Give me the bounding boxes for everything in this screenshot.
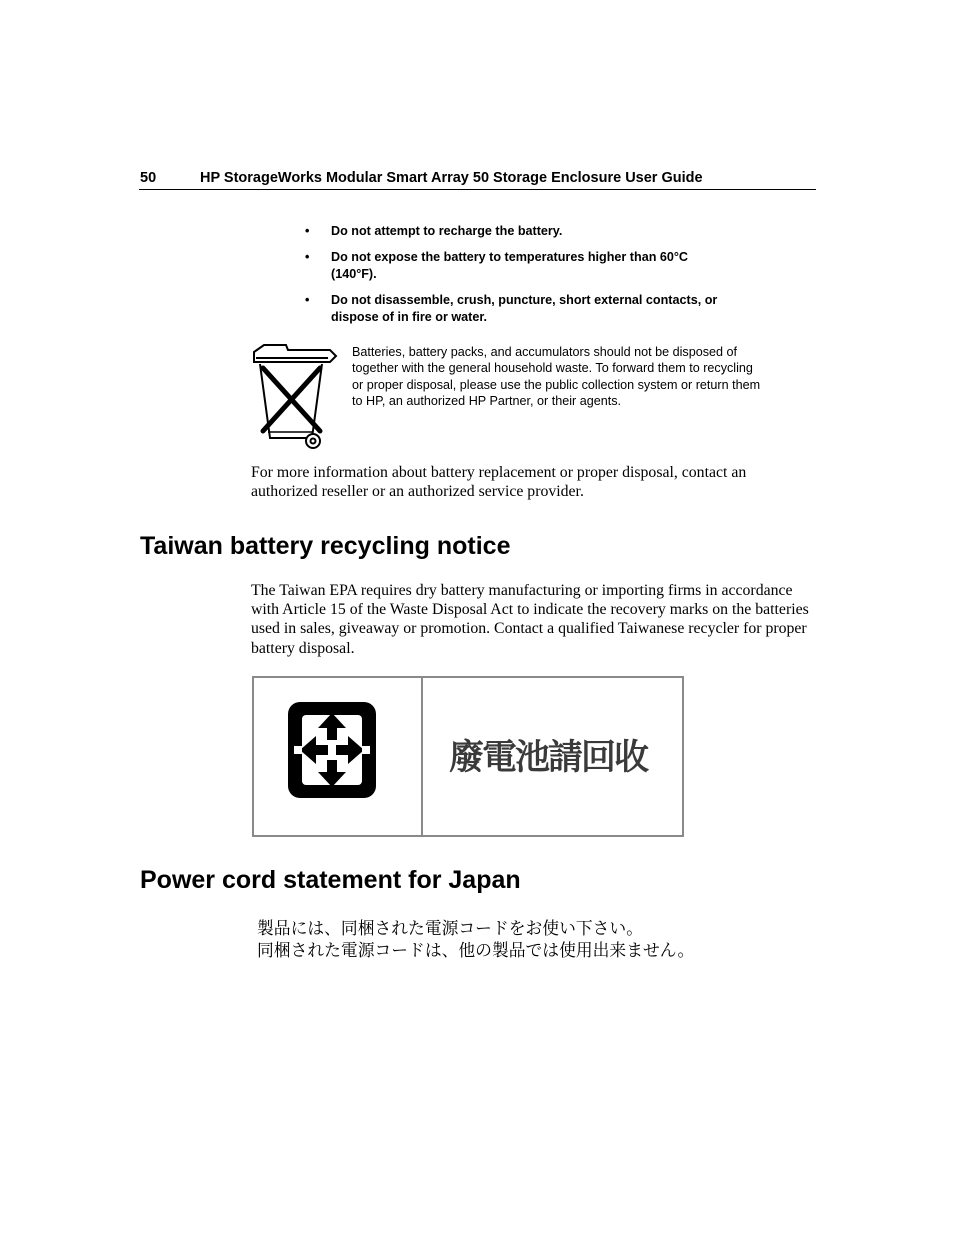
bullet-dot: • [305, 250, 310, 264]
japan-statement-line: 製品には、同梱された電源コードをお使い下さい。 [257, 918, 643, 938]
bullet-dot: • [305, 293, 310, 307]
warning-item [305, 292, 765, 326]
japan-statement-line: 同梱された電源コードは、他の製品では使用出来ません。 [257, 940, 695, 960]
taiwan-recycling-mark-box [252, 676, 684, 837]
taiwan-paragraph: The Taiwan EPA requires dry battery manufacturing or importing firms in accordance with Article 15 of the Waste Disposal Act to indicate the recovery marks on the batteries used in sales, giveaway or promotion. Contact a qualified Taiwanese recycler for proper battery disposal. [251, 582, 809, 657]
japan-power-cord-statement [257, 917, 817, 961]
bullet-dot: • [305, 224, 310, 238]
warning-text: Do not disassemble, crush, puncture, short external contacts, or dispose of in fire or water. [331, 293, 718, 324]
disposal-note: Batteries, battery packs, and accumulators should not be disposed of together with the general household waste. To forward them to recycling or proper disposal, please use the public collection system or return them to HP, an authorized HP Partner, or their agents. [352, 345, 761, 409]
page-number: 50 [140, 170, 157, 186]
box-divider [421, 678, 423, 835]
warning-item [305, 249, 701, 283]
taiwan-section-heading: Taiwan battery recycling notice [140, 532, 511, 560]
page-header [139, 168, 816, 190]
japan-section-heading: Power cord statement for Japan [140, 866, 521, 894]
more-info-paragraph: For more information about battery replacement or proper disposal, contact an authorized reseller or an authorized service provider. [251, 464, 747, 501]
battery-warning-list [305, 223, 765, 335]
warning-item [305, 223, 765, 240]
taiwan-recycle-text: 廢電池請回收 [449, 738, 648, 778]
warning-text: Do not expose the battery to temperatures higher than 60°C (140°F). [331, 250, 689, 281]
guide-title: HP StorageWorks Modular Smart Array 50 Storage Enclosure User Guide [200, 170, 703, 186]
crossed-out-wheelie-bin-icon [250, 342, 338, 450]
warning-text: Do not attempt to recharge the battery. [331, 224, 563, 238]
taiwan-recycling-mark-icon [286, 700, 378, 800]
